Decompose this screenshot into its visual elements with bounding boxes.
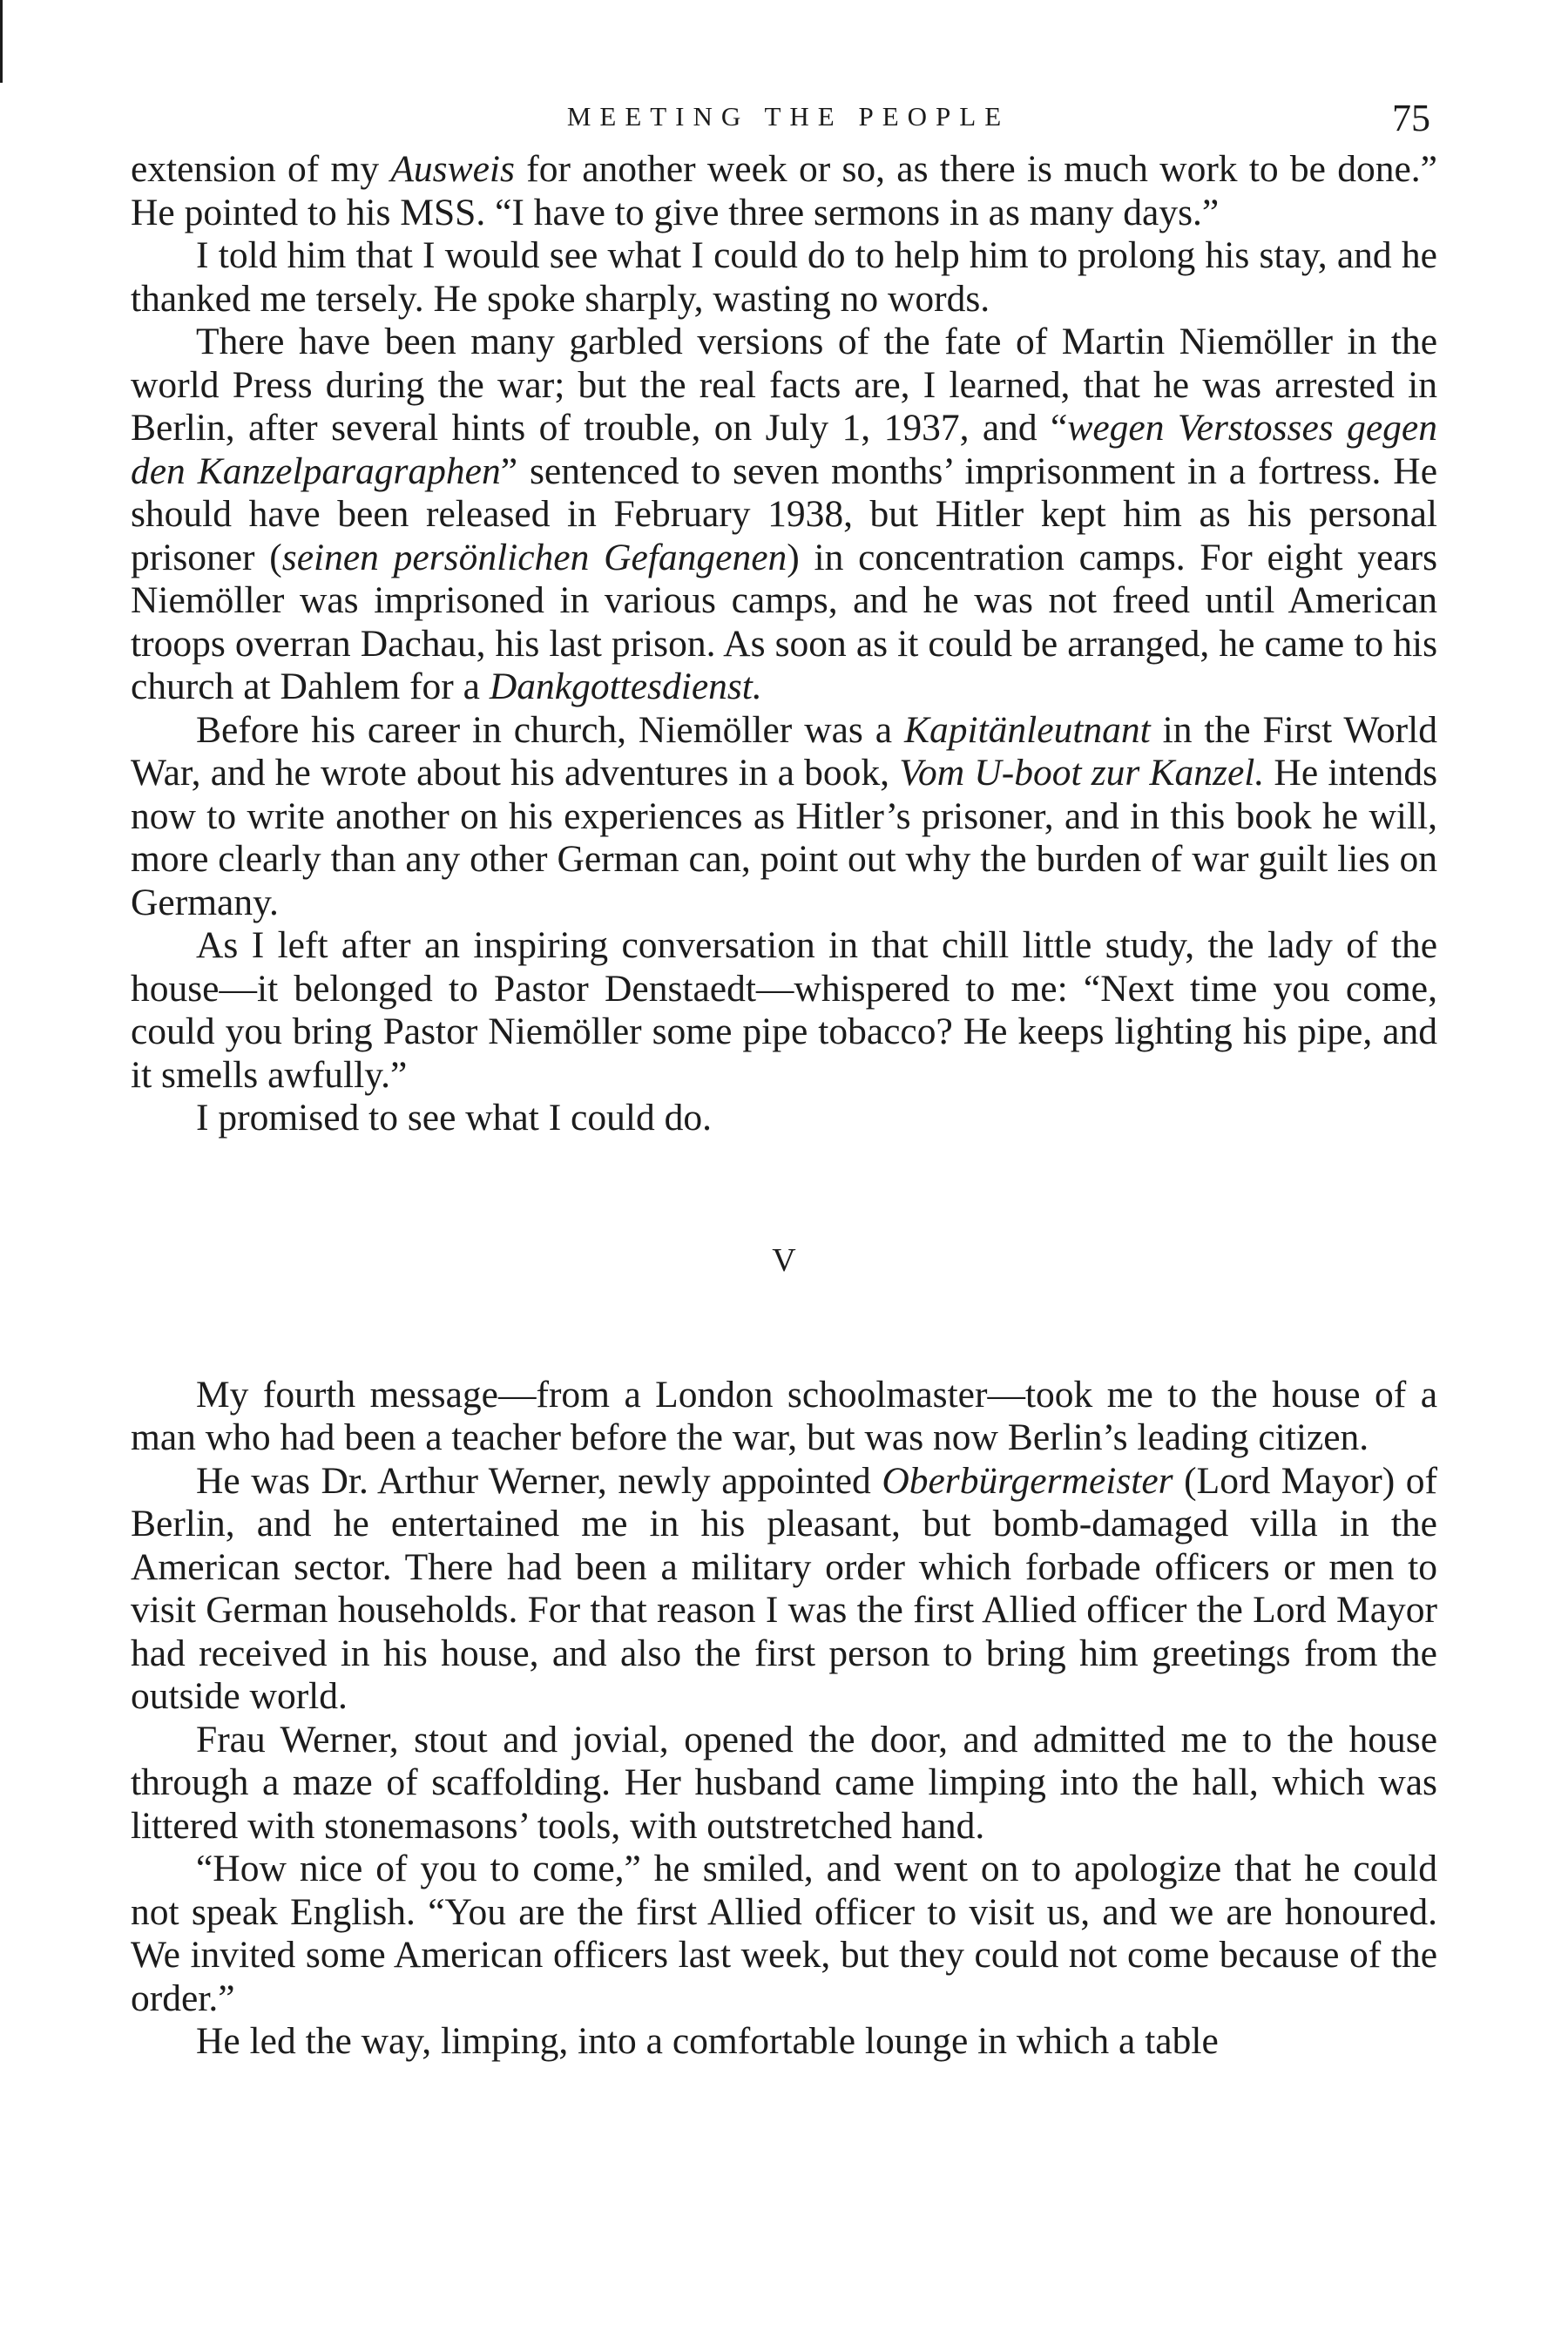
scan-edge-line bbox=[0, 0, 3, 83]
italic-text: seinen persönlichen Gefangenen bbox=[281, 536, 787, 578]
paragraph bbox=[131, 924, 1437, 1097]
text-run: There have been many garbled versions of the fate of Martin Niemöller in the world Press during the war; but the real facts are, I learned, that he was arrested in Berlin, after several hints of trouble, on July 1, 1937, and “ bbox=[131, 321, 1437, 449]
running-title: MEETING THE PEOPLE bbox=[566, 101, 1010, 132]
paragraph bbox=[131, 1097, 1437, 1140]
running-head bbox=[131, 96, 1437, 148]
page-number: 75 bbox=[1392, 97, 1430, 139]
body-text bbox=[131, 148, 1437, 2064]
text-run: Before his career in church, Niemöller was a bbox=[196, 708, 904, 751]
text-run: As I left after an inspiring conversation in that chill little study, the lady of the house—it belonged to Pastor Denstaedt—whispered to me: “Next time you come, could you bring Pastor Niemöller some pipe tobacco? He keeps lighting his pipe, and it smells awfully.” bbox=[131, 924, 1437, 1096]
text-run: He intends now to write another on his experiences as Hitler’s prisoner, and in this book he will, more clearly than any other German can, point out why the burden of war guilt lies on Germany. bbox=[131, 752, 1437, 923]
text-run: extension of my bbox=[131, 148, 391, 190]
paragraph bbox=[131, 234, 1437, 321]
text-run: I told him that I would see what I could do to help him to prolong his stay, and he thanked me tersely. He spoke sharply, wasting no words. bbox=[131, 234, 1437, 320]
paragraph bbox=[131, 1848, 1437, 2020]
paragraph bbox=[131, 709, 1437, 925]
paragraph bbox=[131, 1460, 1437, 1719]
paragraph bbox=[131, 148, 1437, 234]
text-run: (Lord Mayor) of Berlin, and he entertained me in his pleasant, but bomb-damaged villa in the American sector. There had been a military order which forbade officers or men to visit German households. For that reason I was the first Allied officer the Lord Mayor had received in his house, and also the first person to bring him greetings from the outside world. bbox=[131, 1459, 1437, 1717]
text-run: ” sentenced to seven months’ imprisonment in a fortress. He should have been released in February 1938, but Hitler kept him as his personal prisoner ( bbox=[131, 449, 1438, 578]
paragraph bbox=[131, 321, 1437, 709]
paragraphs-before-section bbox=[131, 148, 1437, 1140]
text-run: for another week or so, as there is much work to be done.” He pointed to his MSS. “I have to give three sermons in as many days.” bbox=[131, 148, 1437, 233]
italic-text: Vom U-boot zur Kanzel. bbox=[899, 752, 1265, 794]
paragraph bbox=[131, 2020, 1437, 2064]
italic-text: Ausweis bbox=[390, 148, 515, 190]
text-run: “How nice of you to come,” he smiled, and went on to apologize that he could not speak English. “You are the first Allied officer to visit us, and we are honoured. We invited some American officers last week, but they could not come because of the order.” bbox=[131, 1848, 1437, 2019]
italic-text: Kapitänleutnant bbox=[903, 708, 1151, 751]
italic-text: wegen Verstosses gegen den Kanzelparagraphen bbox=[131, 407, 1437, 492]
text-run: I promised to see what I could do. bbox=[196, 1097, 712, 1139]
text-run: ) in concentration camps. For eight years Niemöller was imprisoned in various camps, and he was not freed until American troops overran Dachau, his last prison. As soon as it could be arranged, he came to his church at Dahlem for a bbox=[131, 536, 1437, 707]
text-run: My fourth message—from a London schoolmaster—took me to the house of a man who had been a teacher before the war, but was now Berlin’s leading citizen. bbox=[131, 1373, 1437, 1458]
text-run: He was Dr. Arthur Werner, newly appointed bbox=[196, 1459, 882, 1502]
text-run: in the First World War, and he wrote about his adventures in a book, bbox=[131, 708, 1437, 794]
section-number: V bbox=[772, 1241, 796, 1279]
paragraph bbox=[131, 1374, 1437, 1460]
text-run: Frau Werner, stout and jovial, opened the door, and admitted me to the house through a maze of scaffolding. Her husband came limping into the hall, which was littered with stonemasons’ tools, with outstretched hand. bbox=[131, 1718, 1437, 1847]
book-page bbox=[131, 96, 1437, 2064]
paragraph bbox=[131, 1719, 1437, 1848]
italic-text: Dankgottesdienst. bbox=[489, 666, 762, 707]
italic-text: Oberbürgermeister bbox=[882, 1459, 1173, 1502]
paragraphs-after-section bbox=[131, 1374, 1437, 2064]
text-run: He led the way, limping, into a comfortable lounge in which a table bbox=[196, 2020, 1219, 2062]
